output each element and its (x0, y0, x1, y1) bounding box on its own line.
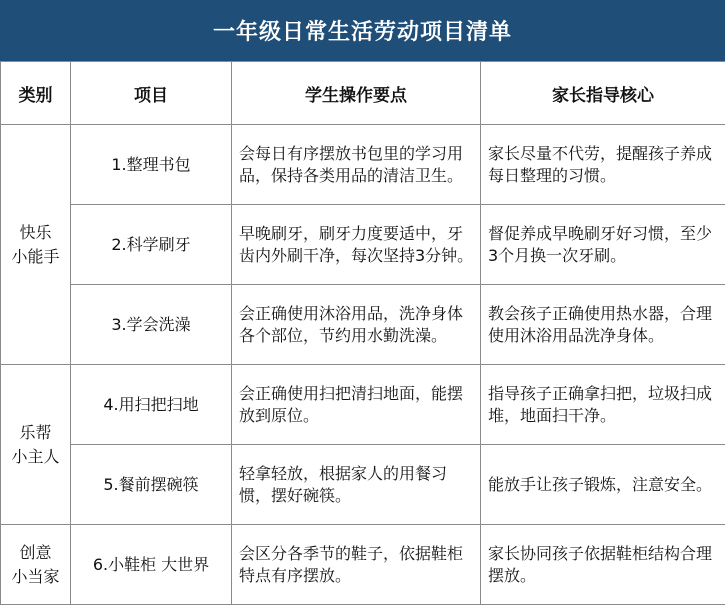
header-item: 项目 (71, 62, 232, 125)
item-cell: 1.整理书包 (71, 125, 232, 205)
header-row (1, 62, 725, 125)
item-cell: 5.餐前摆碗筷 (71, 445, 232, 525)
item-cell: 6.小鞋柜 大世界 (71, 525, 232, 605)
table-title: 一年级日常生活劳动项目清单 (0, 0, 725, 61)
header-category: 类别 (1, 62, 71, 125)
student-points-cell: 轻拿轻放，根据家人的用餐习惯，摆好碗筷。 (232, 445, 481, 525)
student-points-cell: 会每日有序摆放书包里的学习用品，保持各类用品的清洁卫生。 (232, 125, 481, 205)
labor-checklist-table (0, 61, 725, 605)
table-row (1, 525, 725, 605)
item-cell: 3.学会洗澡 (71, 285, 232, 365)
parent-guidance-cell: 教会孩子正确使用热水器，合理使用沐浴用品洗净身体。 (481, 285, 725, 365)
category-cell (1, 365, 71, 525)
student-points-cell: 会区分各季节的鞋子，依据鞋柜特点有序摆放。 (232, 525, 481, 605)
header-student-points: 学生操作要点 (232, 62, 481, 125)
student-points-cell: 早晚刷牙，刷牙力度要适中，牙齿内外刷干净，每次坚持3分钟。 (232, 205, 481, 285)
category-label-line: 小主人 (11, 447, 59, 466)
parent-guidance-cell: 家长尽量不代劳，提醒孩子养成每日整理的习惯。 (481, 125, 725, 205)
item-cell: 2.科学刷牙 (71, 205, 232, 285)
table-row (1, 285, 725, 365)
category-label-line: 乐帮 (19, 423, 51, 442)
header-parent-guidance: 家长指导核心 (481, 62, 725, 125)
category-label-line: 快乐 (19, 223, 51, 242)
student-points-cell: 会正确使用扫把清扫地面，能摆放到原位。 (232, 365, 481, 445)
student-points-cell: 会正确使用沐浴用品，洗净身体各个部位，节约用水勤洗澡。 (232, 285, 481, 365)
table-row (1, 125, 725, 205)
table-row (1, 445, 725, 525)
table-row (1, 205, 725, 285)
category-label-line: 创意 (19, 543, 51, 562)
parent-guidance-cell: 指导孩子正确拿扫把，垃圾扫成堆，地面扫干净。 (481, 365, 725, 445)
category-label-line: 小能手 (11, 247, 59, 266)
parent-guidance-cell: 能放手让孩子锻炼，注意安全。 (481, 445, 725, 525)
category-cell (1, 125, 71, 365)
category-cell (1, 525, 71, 605)
parent-guidance-cell: 家长协同孩子依据鞋柜结构合理摆放。 (481, 525, 725, 605)
parent-guidance-cell: 督促养成早晚刷牙好习惯，至少3个月换一次牙刷。 (481, 205, 725, 285)
table-row (1, 365, 725, 445)
item-cell: 4.用扫把扫地 (71, 365, 232, 445)
category-label-line: 小当家 (11, 567, 59, 586)
